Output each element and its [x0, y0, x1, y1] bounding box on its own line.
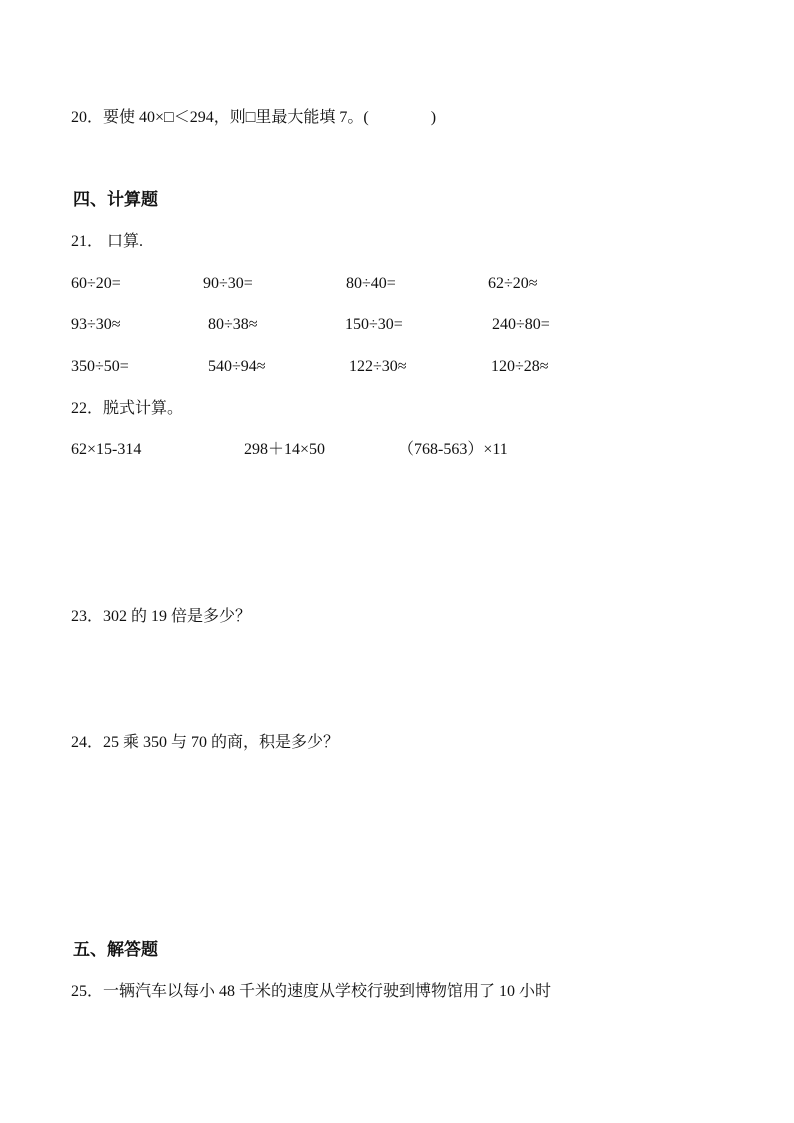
expression-item: 298＋14×50 [244, 441, 326, 458]
section-5-heading: 五、解答题 [73, 940, 158, 959]
question-21-label: 21． 口算. [71, 233, 144, 250]
question-22-label: 22．脱式计算。 [71, 400, 184, 417]
expression-item: 62×15-314 [71, 441, 142, 458]
oral-calc-item: 80÷38≈ [208, 316, 258, 333]
oral-calc-item: 350÷50= [71, 358, 129, 375]
question-20-close-paren: ) [430, 109, 437, 126]
oral-calc-item: 122÷30≈ [349, 358, 407, 375]
question-25: 25．一辆汽车以每小 48 千米的速度从学校行驶到博物馆用了 10 小时 [71, 983, 552, 1000]
oral-calc-item: 60÷20= [71, 275, 121, 292]
question-20-text: 20．要使 40×□＜294，则□里最大能填 7。( [71, 109, 369, 126]
oral-calc-item: 62÷20≈ [488, 275, 538, 292]
oral-calc-item: 150÷30= [345, 316, 403, 333]
section-4-heading: 四、计算题 [73, 190, 158, 209]
question-24: 24．25 乘 350 与 70 的商，积是多少？ [71, 734, 340, 751]
oral-calc-item: 240÷80= [492, 316, 550, 333]
oral-calc-item: 120÷28≈ [491, 358, 549, 375]
oral-calc-item: 540÷94≈ [208, 358, 266, 375]
question-20 [71, 108, 436, 128]
oral-calc-item: 80÷40= [346, 275, 396, 292]
expression-item: （768-563）×11 [398, 441, 508, 458]
oral-calc-item: 93÷30≈ [71, 316, 121, 333]
oral-calc-item: 90÷30= [203, 275, 253, 292]
question-23: 23．302 的 19 倍是多少？ [71, 608, 252, 625]
